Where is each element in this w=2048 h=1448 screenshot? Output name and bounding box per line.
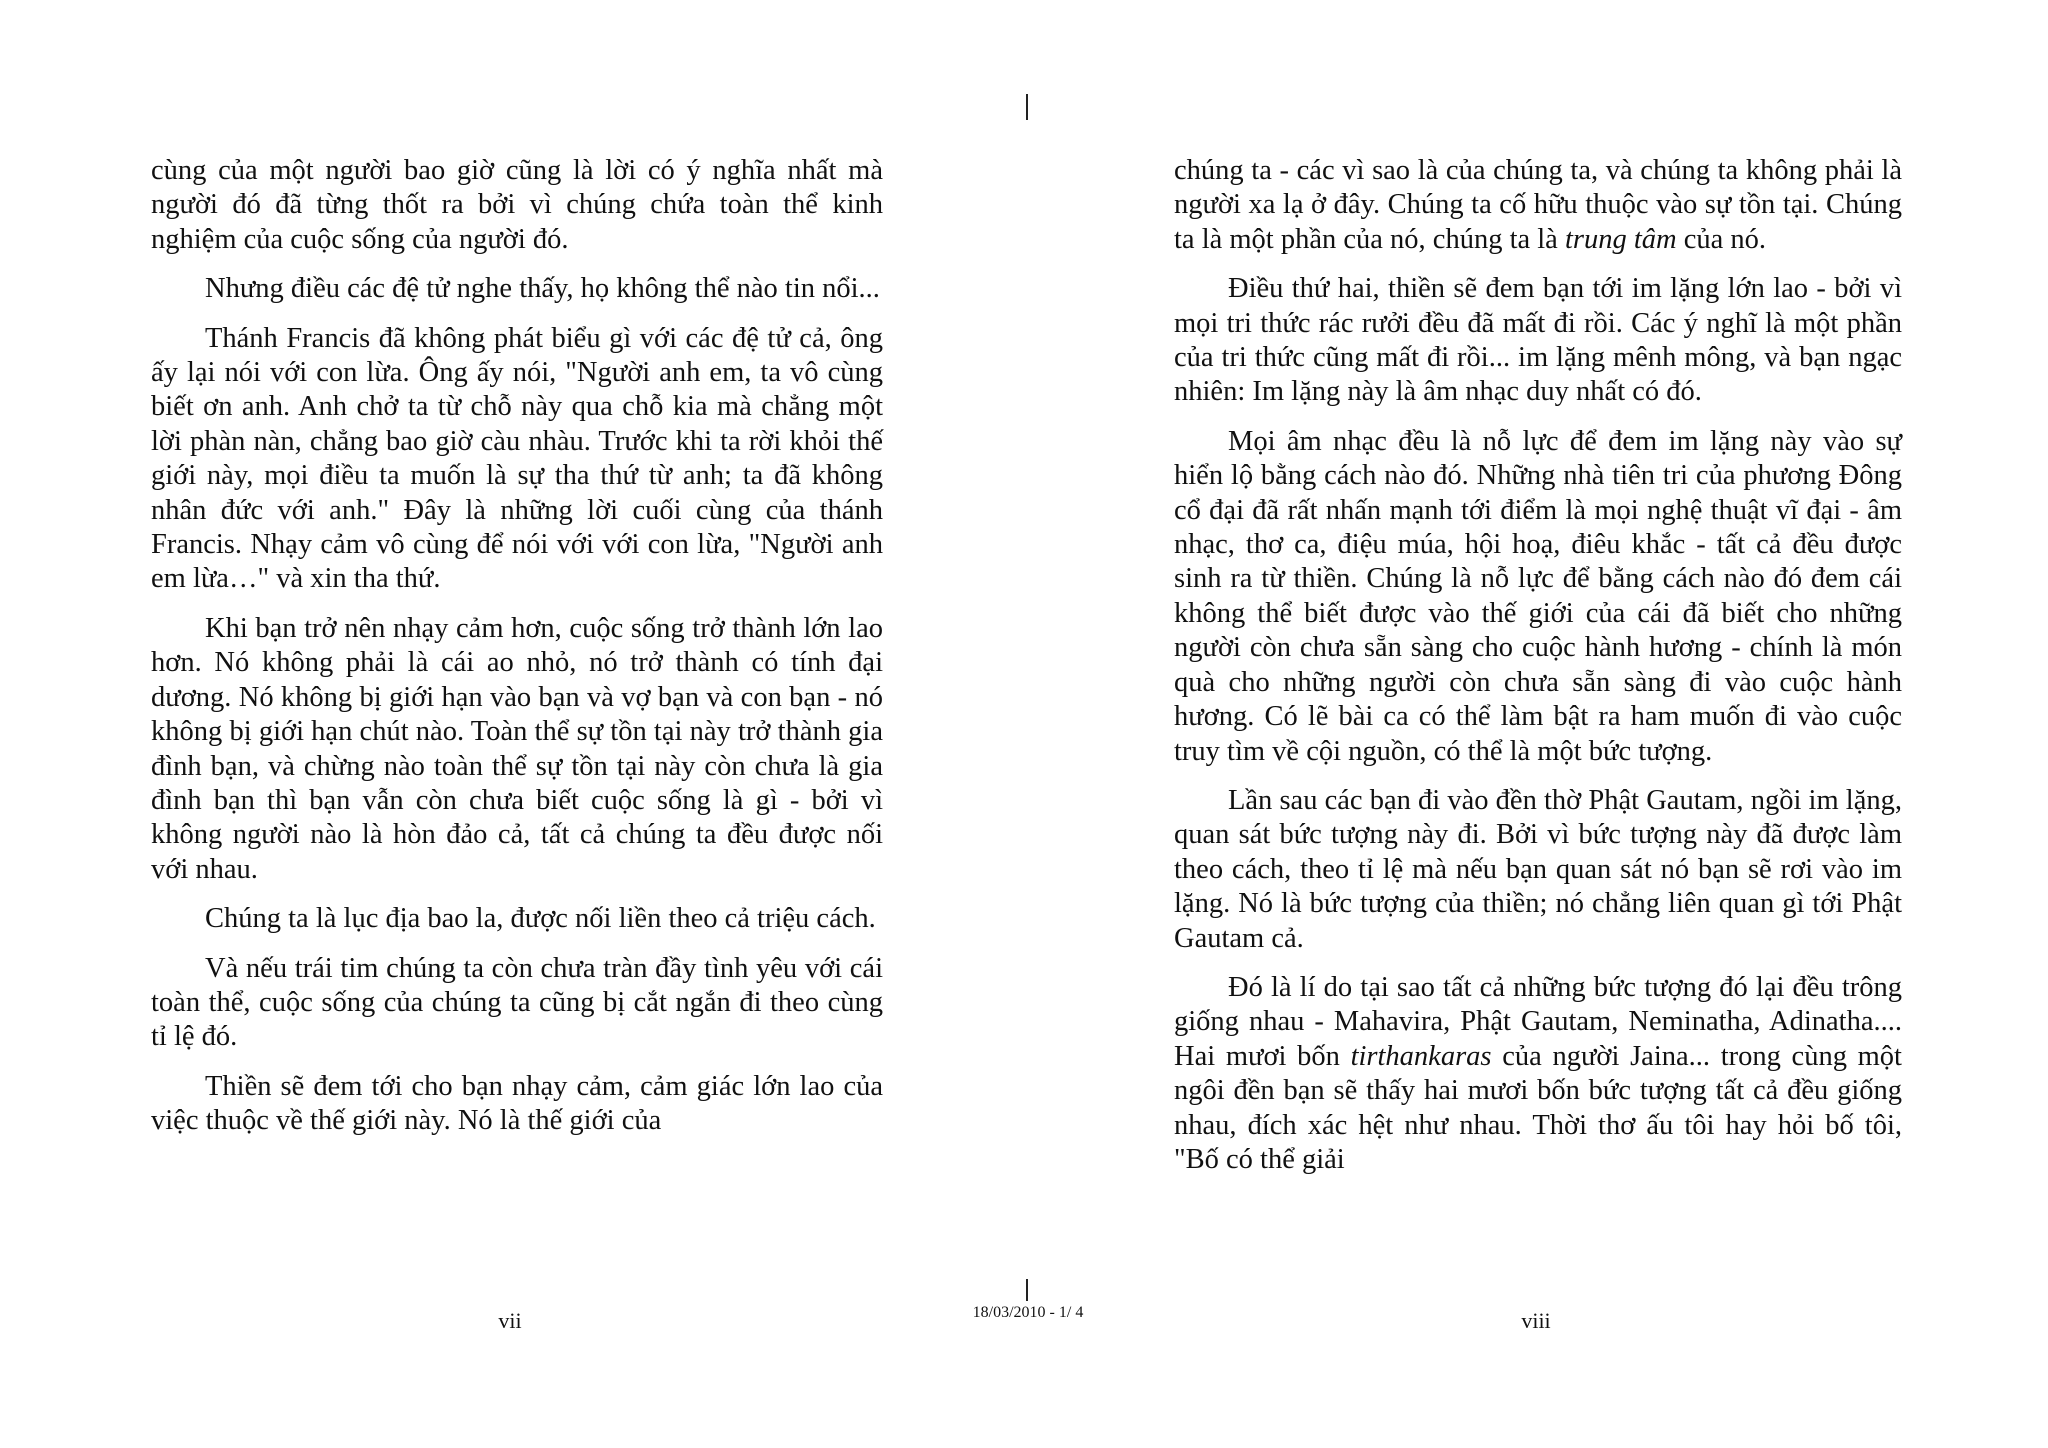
- paragraph: Thánh Francis đã không phát biểu gì với các đệ tử cả, ông ấy lại nói với con lừa. Ông ấy nói, "Người anh em, ta vô cùng biết ơn anh. Anh chở ta từ chỗ này qua chỗ kia mà chẳng một lời phàn nàn, chẳng bao giờ càu nhàu. Trước khi ta rời khỏi thế giới này, mọi điều ta muốn là sự tha thứ từ anh; ta đã không nhân đức với anh." Đây là những lời cuối cùng của thánh Francis. Nhạy cảm vô cùng để nói với với con lừa, "Người anh em lừa…" và xin tha thứ.: [151, 322, 883, 595]
- paragraph: Thiền sẽ đem tới cho bạn nhạy cảm, cảm giác lớn lao của việc thuộc về thế giới này. Nó là thế giới của: [151, 1070, 883, 1137]
- paragraph: Điều thứ hai, thiền sẽ đem bạn tới im lặng lớn lao - bởi vì mọi tri thức rác rưởi đều đã mất đi rồi. Các ý nghĩ là một phần của tri thức cũng mất đi rồi... im lặng mênh mông, và bạn ngạc nhiên: Im lặng này là âm nhạc duy nhất có đó.: [1174, 273, 1902, 408]
- paragraph: cùng của một người bao giờ cũng là lời có ý nghĩa nhất mà người đó đã từng thốt ra bởi vì chúng chứa toàn thể kinh nghiệm của cuộc sống của người đó.: [151, 155, 883, 255]
- paragraph: Nhưng điều các đệ tử nghe thấy, họ không thể nào tin nổi...: [205, 273, 880, 305]
- paragraph-text: của người Jaina... trong cùng một ngôi đền bạn sẽ thấy hai mươi bốn bức tượng tất cả đều giống nhau, đích xác hệt như nhau. Thời thơ ấu tôi hay hỏi bố tôi, "Bố có thể giải: [1174, 1040, 1902, 1175]
- paragraph: [1174, 971, 1902, 1177]
- paragraph-text: chúng ta - các vì sao là của chúng ta, và chúng ta không phải là người xa lạ ở đây. Chúng ta cố hữu thuộc vào sự tồn tại. Chúng ta là một phần của nó, chúng ta là: [1174, 155, 1902, 255]
- crop-mark-top: [1026, 94, 1028, 120]
- footer-date-page: 18/03/2010 - 1/ 4: [972, 1304, 1084, 1321]
- italic-term: tirthankaras: [1350, 1040, 1492, 1072]
- paragraph: [1174, 154, 1902, 257]
- crop-mark-bottom: [1026, 1279, 1028, 1301]
- left-page-text: [151, 154, 883, 1154]
- paragraph: Lần sau các bạn đi vào đền thờ Phật Gautam, ngồi im lặng, quan sát bức tượng này đi. Bởi vì bức tượng này đã được làm theo cách, theo tỉ lệ mà nếu bạn quan sát nó bạn sẽ rơi vào im lặng. Nó là bức tượng của thiền; nó chẳng liên quan gì tới Phật Gautam cả.: [1174, 784, 1902, 954]
- italic-term: trung tâm: [1564, 223, 1677, 255]
- paragraph: Và nếu trái tim chúng ta còn chưa tràn đầy tình yêu với cái toàn thể, cuộc sống của chúng ta cũng bị cắt ngắn đi theo cùng tỉ lệ đó.: [151, 952, 883, 1053]
- page-number-left: vii: [498, 1308, 522, 1333]
- page-number-right: viii: [1521, 1308, 1551, 1333]
- right-page-text: [1174, 154, 1902, 1192]
- paragraph: Chúng ta là lục địa bao la, được nối liền theo cả triệu cách.: [205, 903, 876, 935]
- paragraph-text: Đó là lí do tại sao tất cả những bức tượng đó lại đều trông giống nhau - Mahavira, Phật Gautam, Neminatha, Adinatha.... Hai mươi bốn: [1174, 971, 1902, 1072]
- paragraph: Mọi âm nhạc đều là nỗ lực để đem im lặng này vào sự hiển lộ bằng cách nào đó. Những nhà tiên tri của phương Đông cổ đại đã rất nhấn mạnh tới điểm là mọi nghệ thuật vĩ đại - âm nhạc, thơ ca, điệu múa, hội hoạ, điêu khắc - tất cả đều được sinh ra từ thiền. Chúng là nỗ lực để bằng cách nào đó đem cái không thể biết được vào thế giới của cái đã biết cho những người còn chưa sẵn sàng cho cuộc hành hương - chính là món quà cho những người còn chưa sẵn sàng đi vào cuộc hành hương. Có lẽ bài ca có thể làm bật ra ham muốn đi vào cuộc truy tìm về cội nguồn, có thể là một bức tượng.: [1174, 425, 1902, 767]
- paragraph: Khi bạn trở nên nhạy cảm hơn, cuộc sống trở thành lớn lao hơn. Nó không phải là cái ao nhỏ, nó trở thành có tính đại dương. Nó không bị giới hạn vào bạn và vợ bạn và con bạn - nó không bị giới hạn chút nào. Toàn thể sự tồn tại này trở thành gia đình bạn, và chừng nào toàn thể sự tồn tại này còn chưa là gia đình bạn thì bạn vẫn còn chưa biết cuộc sống là gì - bởi vì không người nào là hòn đảo cả, tất cả chúng ta đều được nối với nhau.: [151, 612, 883, 885]
- paragraph-text: của nó.: [1676, 223, 1767, 255]
